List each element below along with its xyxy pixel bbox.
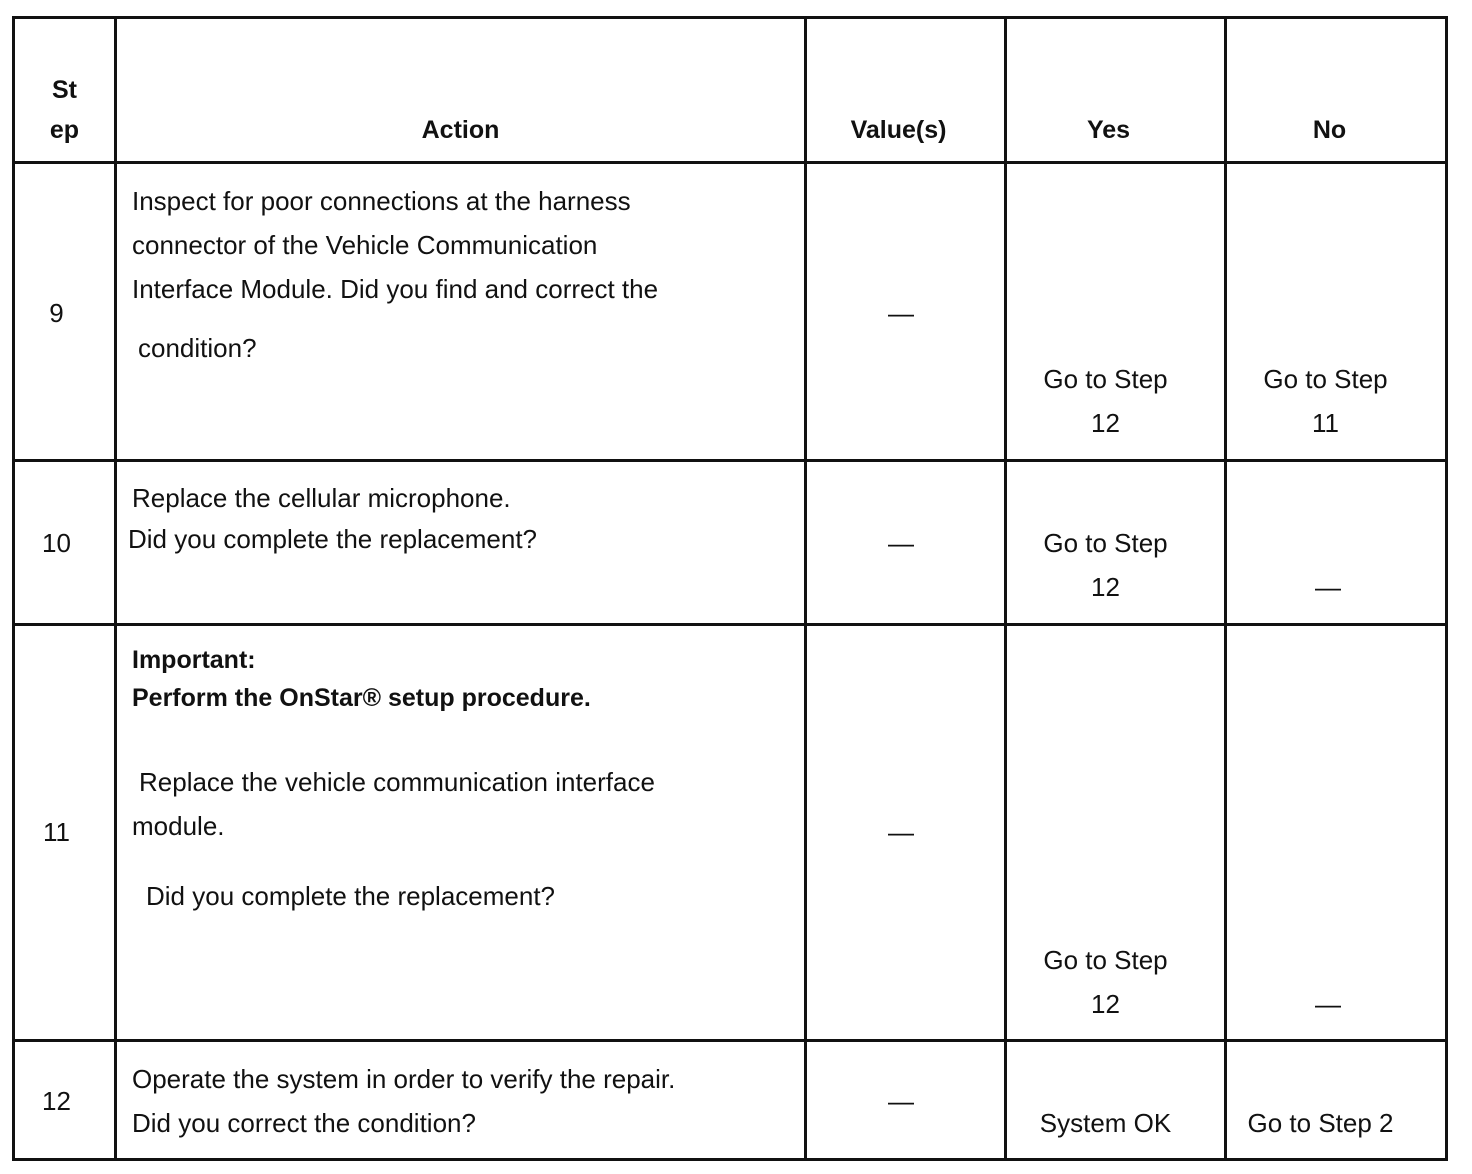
step-number: 9 xyxy=(49,298,64,328)
action-line: Did you complete the replacement? xyxy=(128,524,538,554)
header-no: No xyxy=(1312,116,1347,144)
yes-goto-step: 12 xyxy=(1091,989,1120,1019)
yes-goto: Go to Step xyxy=(1043,945,1168,975)
header-yes: Yes xyxy=(1086,116,1131,144)
action-line: Did you complete the replacement? xyxy=(146,881,556,911)
action-line: connector of the Vehicle Communication xyxy=(132,230,598,260)
action-line: module. xyxy=(132,811,225,841)
yes-goto-step: 12 xyxy=(1091,408,1120,438)
yes-result: System OK xyxy=(1039,1108,1172,1138)
header-values: Value(s) xyxy=(850,116,947,144)
no-dash: — xyxy=(1315,989,1341,1019)
action-line: Operate the system in order to verify the repair. xyxy=(132,1064,676,1094)
row-divider xyxy=(12,623,1448,626)
yes-goto: Go to Step xyxy=(1043,364,1168,394)
no-goto: Go to Step xyxy=(1263,364,1388,394)
no-dash: — xyxy=(1315,572,1341,602)
table-border-left xyxy=(12,16,15,1161)
row-divider xyxy=(12,1039,1448,1042)
value-dash: — xyxy=(888,528,914,558)
action-line: condition? xyxy=(138,333,257,363)
header-divider xyxy=(12,161,1448,164)
important-label: Important: xyxy=(132,646,256,674)
step-number: 10 xyxy=(42,528,71,558)
action-line: Replace the cellular microphone. xyxy=(132,483,511,513)
yes-goto-step: 12 xyxy=(1091,572,1120,602)
header-step-line1: St xyxy=(52,76,77,104)
table-border-bottom xyxy=(12,1158,1448,1161)
header-action: Action xyxy=(421,116,500,144)
value-dash: — xyxy=(888,1086,914,1116)
table-border-right xyxy=(1445,16,1448,1161)
column-divider xyxy=(114,16,117,1161)
value-dash: — xyxy=(888,817,914,847)
header-step-line2: ep xyxy=(49,116,80,144)
action-line: Did you correct the condition? xyxy=(132,1108,476,1138)
step-number: 12 xyxy=(42,1086,71,1116)
no-goto-step: 11 xyxy=(1312,408,1339,438)
action-line: Interface Module. Did you find and correct the xyxy=(132,274,659,304)
value-dash: — xyxy=(888,298,914,328)
table-border-top xyxy=(12,16,1448,19)
important-text: Perform the OnStar® setup procedure. xyxy=(132,684,591,712)
row-divider xyxy=(12,459,1448,462)
yes-goto: Go to Step xyxy=(1043,528,1168,558)
step-number: 11 xyxy=(43,817,70,847)
column-divider xyxy=(804,16,807,1161)
action-line: Inspect for poor connections at the harness xyxy=(132,186,631,216)
action-line: Replace the vehicle communication interface xyxy=(139,767,655,797)
no-goto: Go to Step 2 xyxy=(1247,1108,1394,1138)
